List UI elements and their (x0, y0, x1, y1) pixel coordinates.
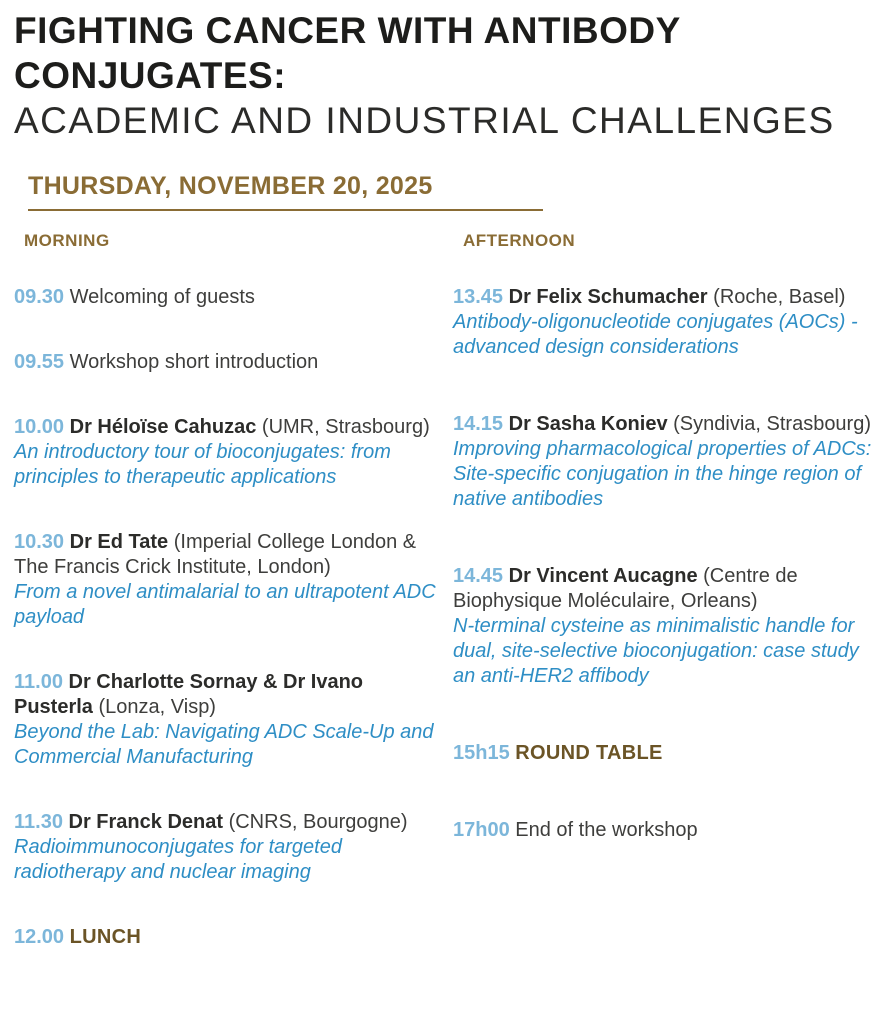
session-time: 09.55 (14, 351, 65, 373)
schedule-item (453, 741, 878, 766)
session-time: 13.45 (453, 286, 504, 308)
schedule-item (14, 415, 444, 490)
schedule-columns (14, 231, 882, 990)
schedule-item (14, 810, 444, 885)
morning-items (14, 285, 444, 950)
speaker-affiliation: (Lonza, Visp) (98, 696, 216, 718)
session-text: End of the workshop (515, 819, 698, 841)
talk-title: N-terminal cysteine as minimalistic handle for dual, site-selective bioconjugation: case study an anti-HER2 affibody (453, 615, 859, 687)
title-line-1: FIGHTING CANCER WITH ANTIBODY (14, 10, 681, 51)
session-label: ROUND TABLE (515, 742, 663, 764)
page-title (14, 8, 882, 143)
speaker-affiliation: (Centre de Biophysique Moléculaire, Orleans) (453, 565, 798, 612)
column-afternoon (453, 231, 878, 990)
talk-title: Beyond the Lab: Navigating ADC Scale-Up and Commercial Manufacturing (14, 721, 434, 768)
title-line-3: ACADEMIC AND INDUSTRIAL CHALLENGES (14, 100, 835, 141)
speaker-name: Dr Héloïse Cahuzac (69, 416, 257, 438)
speaker-affiliation: (CNRS, Bourgogne) (228, 811, 408, 833)
speaker-name: Dr Ed Tate (69, 531, 169, 553)
schedule-item (453, 564, 878, 689)
session-time: 09.30 (14, 286, 65, 308)
talk-title: Radioimmunoconjugates for targeted radiotherapy and nuclear imaging (14, 836, 342, 883)
schedule-item (14, 350, 444, 375)
speaker-name: Dr Franck Denat (68, 811, 224, 833)
session-time: 17h00 (453, 819, 510, 841)
schedule-item (14, 670, 444, 770)
speaker-name: Dr Vincent Aucagne (508, 565, 698, 587)
session-time: 15h15 (453, 742, 510, 764)
title-line-2: CONJUGATES: (14, 55, 287, 96)
speaker-affiliation: (Syndivia, Strasbourg) (673, 413, 872, 435)
speaker-name: Dr Felix Schumacher (508, 286, 708, 308)
workshop-program-page (0, 8, 882, 1032)
schedule-item (453, 818, 878, 843)
session-text: Welcoming of guests (69, 286, 255, 308)
speaker-name: Dr Charlotte Sornay & Dr Ivano Pusterla (14, 671, 364, 718)
talk-title: From a novel antimalarial to an ultrapotent ADC payload (14, 581, 436, 628)
column-morning (14, 231, 444, 990)
talk-title: Antibody-oligonucleotide conjugates (AOCs) - advanced design considerations (453, 311, 858, 358)
session-time: 14.45 (453, 565, 504, 587)
speaker-name: Dr Sasha Koniev (508, 413, 668, 435)
session-label: LUNCH (69, 926, 142, 948)
afternoon-items (453, 285, 878, 843)
schedule-item (14, 530, 444, 630)
column-label-morning: MORNING (24, 231, 110, 250)
schedule-item (14, 925, 444, 950)
session-time: 12.00 (14, 926, 65, 948)
session-text: Workshop short introduction (69, 351, 319, 373)
date-heading: THURSDAY, NOVEMBER 20, 2025 (28, 172, 433, 200)
schedule-item (453, 412, 878, 512)
session-time: 11.00 (14, 671, 63, 693)
session-time: 11.30 (14, 811, 63, 833)
session-time: 14.15 (453, 413, 504, 435)
date-underline (28, 209, 543, 211)
session-time: 10.00 (14, 416, 65, 438)
speaker-affiliation: (Imperial College London & The Francis Crick Institute, London) (14, 531, 417, 578)
schedule-item (453, 285, 878, 360)
talk-title: An introductory tour of bioconjugates: from principles to therapeutic applications (14, 441, 391, 488)
talk-title: Improving pharmacological properties of ADCs: Site-specific conjugation in the hinge region of native antibodies (453, 438, 872, 510)
column-label-afternoon: AFTERNOON (463, 231, 576, 250)
schedule-item (14, 285, 444, 310)
speaker-affiliation: (UMR, Strasbourg) (261, 416, 430, 438)
speaker-affiliation: (Roche, Basel) (713, 286, 846, 308)
session-time: 10.30 (14, 531, 65, 553)
